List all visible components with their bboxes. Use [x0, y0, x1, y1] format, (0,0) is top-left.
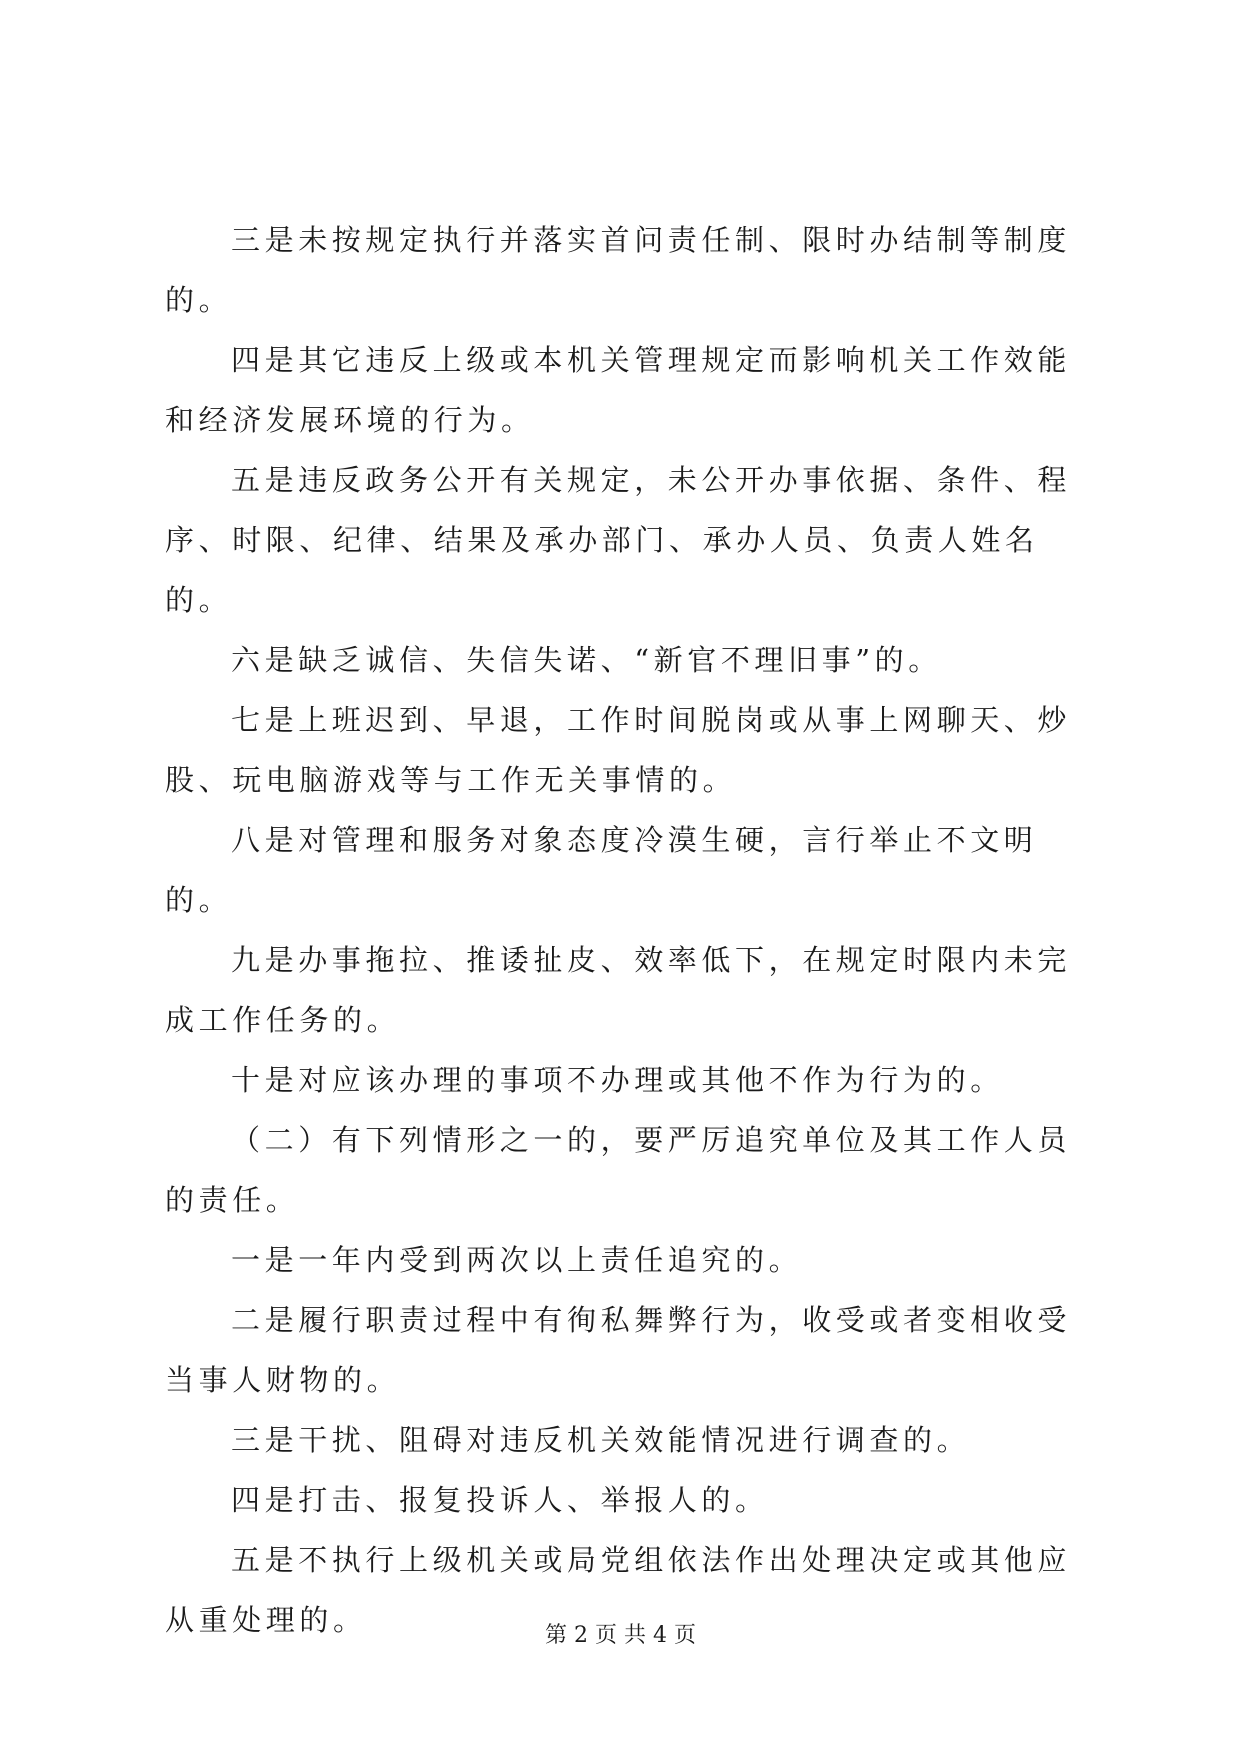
document-body [165, 210, 1085, 1650]
paragraph-3: 五是违反政务公开有关规定，未公开办事依据、条件、程序、时限、纪律、结果及承办部门、承办人员、负责人姓名的。 [165, 463, 1072, 617]
page-number-footer: 第 2 页 共 4 页 [545, 1623, 696, 1648]
paragraph-4: 六是缺乏诚信、失信失诺、“新官不理旧事”的。 [231, 643, 942, 677]
paragraph-2: 四是其它违反上级或本机关管理规定而影响机关工作效能和经济发展环境的行为。 [165, 343, 1072, 437]
paragraph-8: 十是对应该办理的事项不办理或其他不作为行为的。 [231, 1063, 1004, 1097]
paragraph-11: 二是履行职责过程中有徇私舞弊行为，收受或者变相收受当事人财物的。 [165, 1303, 1072, 1397]
paragraph-5: 七是上班迟到、早退，工作时间脱岗或从事上网聊天、炒股、玩电脑游戏等与工作无关事情的。 [165, 703, 1072, 797]
paragraph-10: 一是一年内受到两次以上责任追究的。 [231, 1243, 803, 1277]
paragraph-6: 八是对管理和服务对象态度冷漠生硬，言行举止不文明的。 [165, 823, 1038, 917]
paragraph-1: 三是未按规定执行并落实首问责任制、限时办结制等制度的。 [165, 223, 1072, 317]
paragraph-12: 三是干扰、阻碍对违反机关效能情况进行调查的。 [231, 1423, 971, 1457]
paragraph-7: 九是办事拖拉、推诿扯皮、效率低下，在规定时限内未完成工作任务的。 [165, 943, 1072, 1037]
section-heading-2: （二）有下列情形之一的，要严厉追究单位及其工作人员的责任。 [165, 1123, 1072, 1217]
paragraph-13: 四是打击、报复投诉人、举报人的。 [231, 1483, 769, 1517]
paragraph-14: 五是不执行上级机关或局党组依法作出处理决定或其他应从重处理的。 [165, 1543, 1072, 1637]
